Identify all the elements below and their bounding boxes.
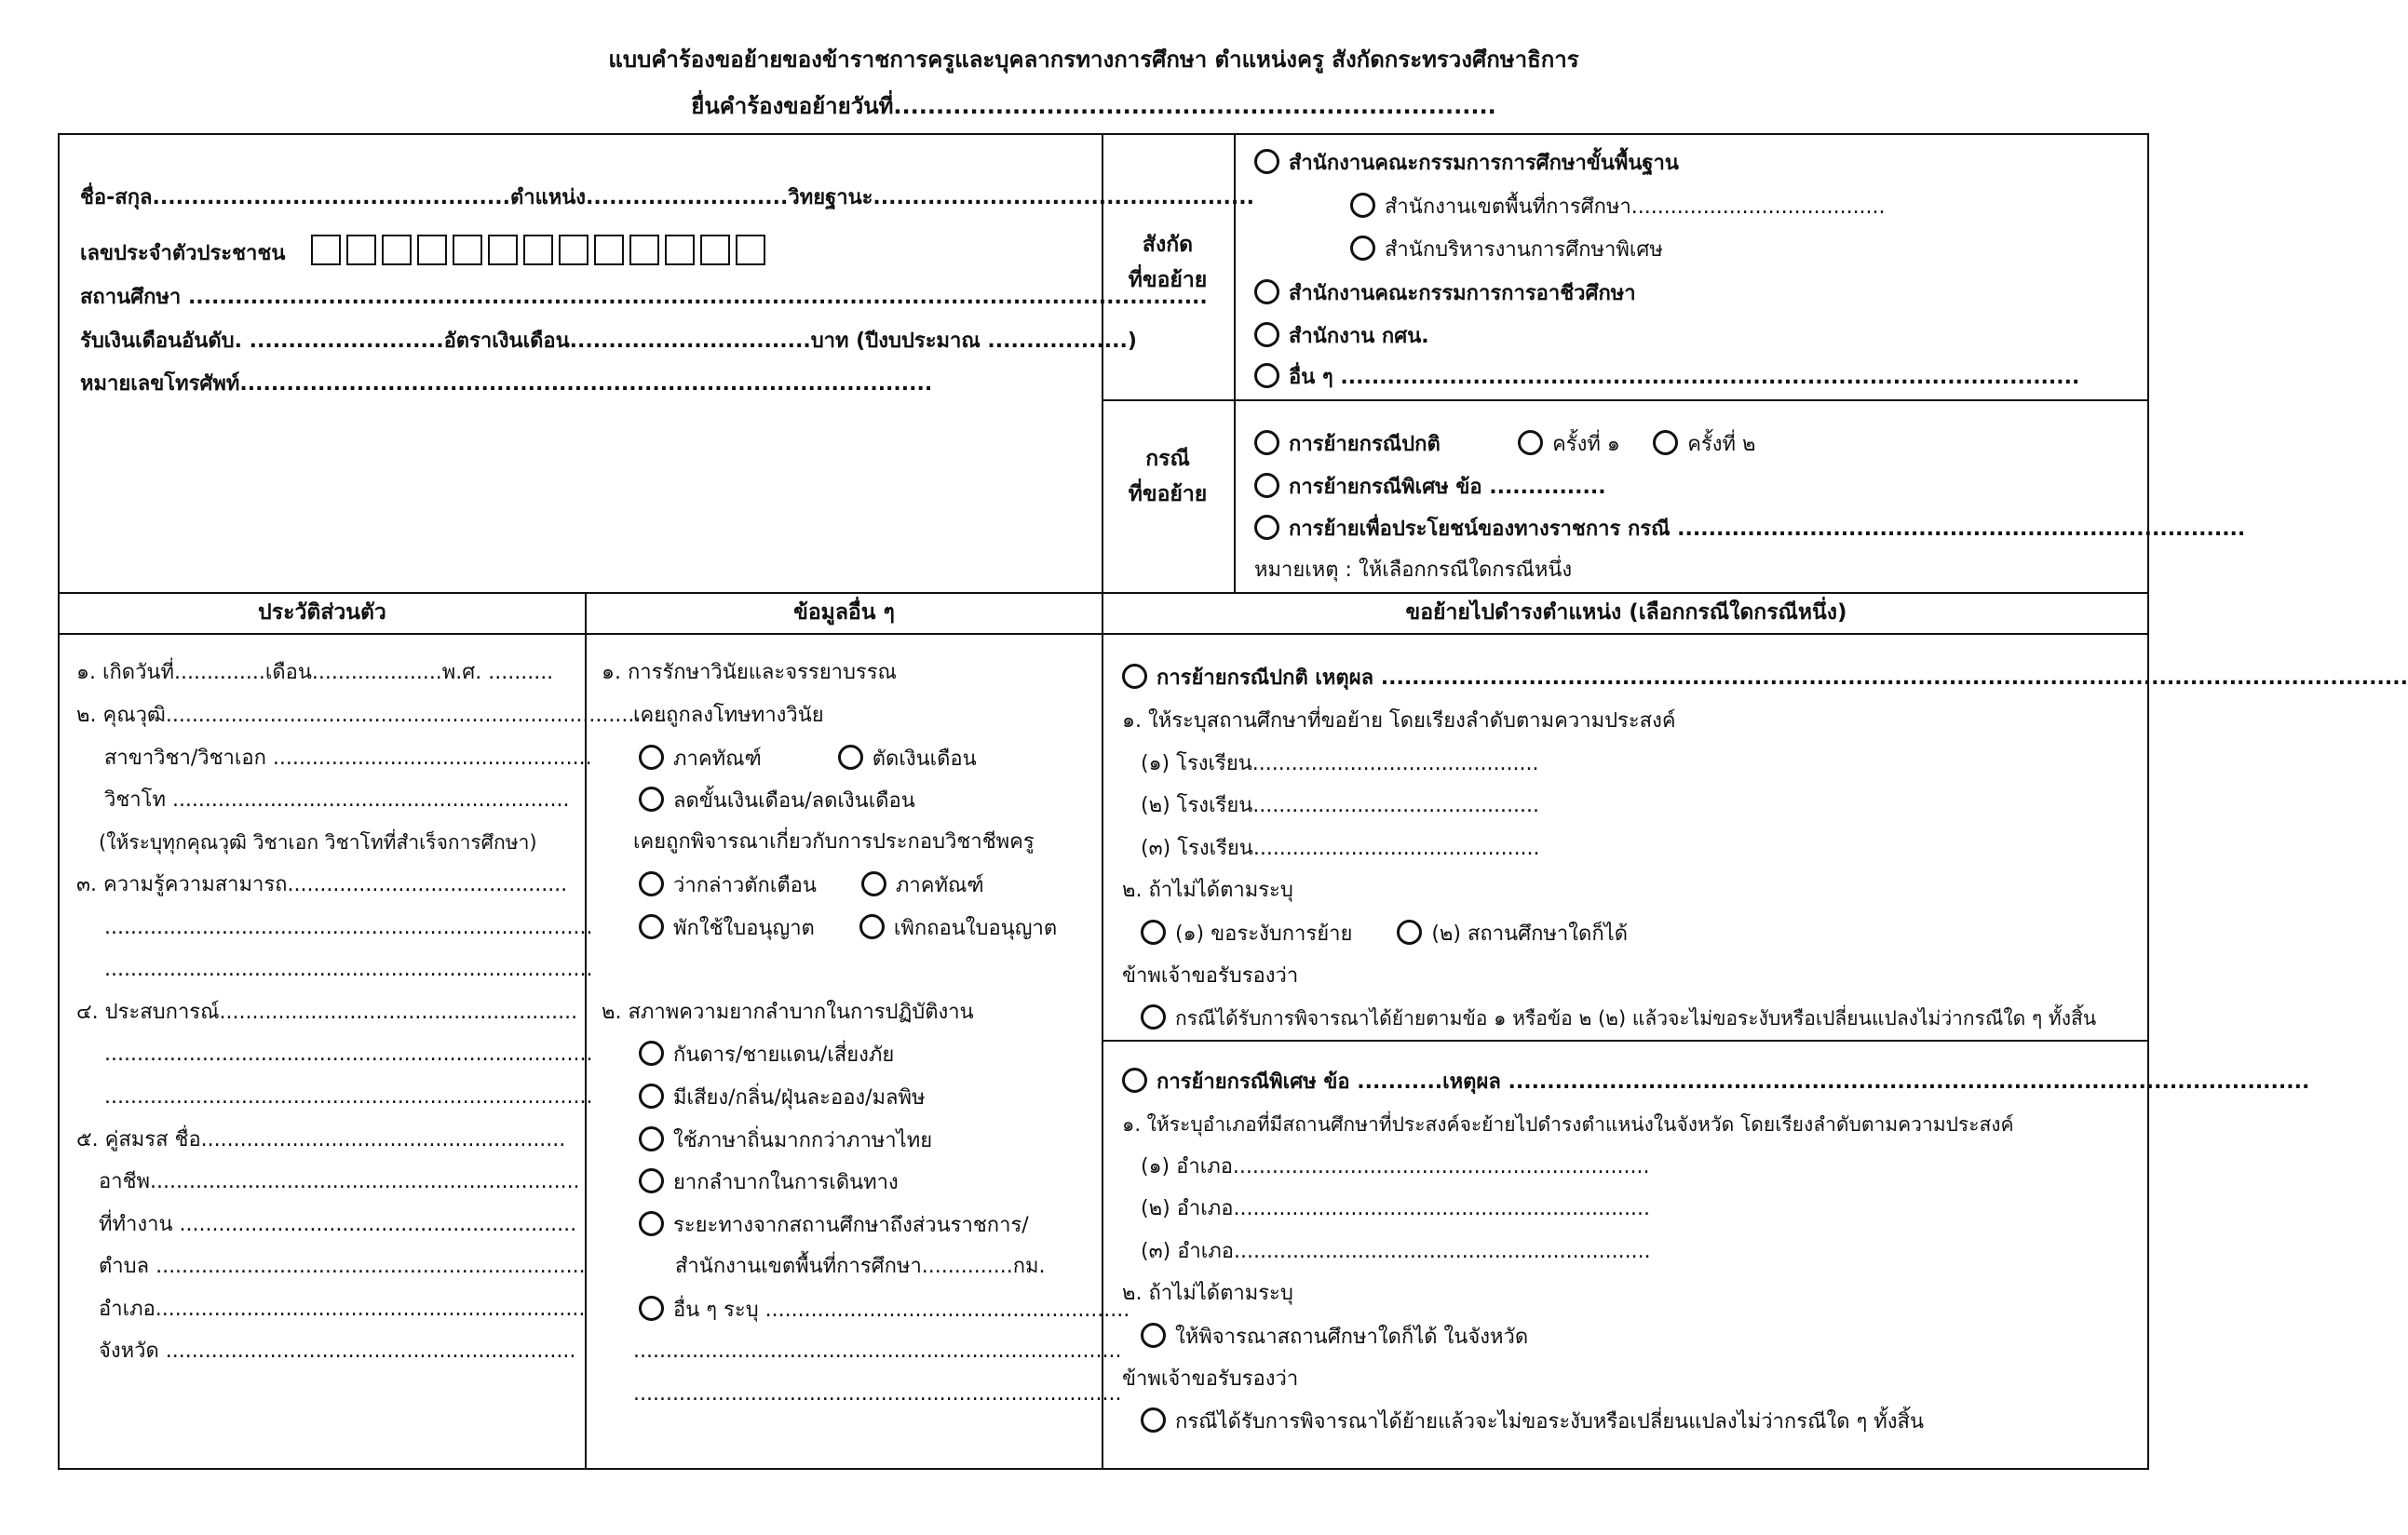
form-title: แบบคำร้องขอย้ายของข้าราชการครูและบุคลากรทางการศึกษา ตำแหน่งครู สังกัดกระทรวงศึกษาธิการ (608, 47, 1579, 73)
hardship-other-option[interactable]: อื่น ๆ ระบุ ........................................................ (639, 1296, 1130, 1325)
hardship-title: ๒. สภาพความยากลำบากในการปฏิบัติงาน (602, 1001, 974, 1024)
affiliation-area-option[interactable]: สำนักงานเขตพื้นที่การศึกษา....................................... (1350, 193, 1886, 222)
radio-circle-icon[interactable] (639, 914, 664, 939)
skills-line[interactable]: ........................................................................... (104, 916, 593, 939)
spouse-district-field[interactable]: อำเภอ.................................................................. (99, 1298, 586, 1321)
radio-circle-icon[interactable] (639, 1126, 664, 1151)
revoke-option[interactable]: เพิกถอนใบอนุญาต (859, 917, 1057, 940)
qualification-note: (ให้ระบุทุกคุณวุฒิ วิชาเอก วิชาโทที่สำเร็จการศึกษา) (99, 831, 537, 854)
spouse-occupation-field[interactable]: อาชีพ.................................................................. (99, 1170, 580, 1193)
special-certify-label: ข้าพเจ้าขอรับรองว่า (1122, 1367, 1299, 1391)
radio-circle-icon[interactable] (1122, 1068, 1147, 1093)
id-digit-box[interactable] (736, 235, 765, 265)
radio-circle-icon[interactable] (639, 1041, 664, 1066)
affiliation-special-option[interactable]: สำนักบริหารงานการศึกษาพิเศษ (1350, 236, 1663, 264)
id-digit-box[interactable] (700, 235, 730, 265)
case-normal-row (1254, 430, 1755, 459)
experience-field[interactable]: ๔. ประสบการณ์....................................................... (76, 1001, 578, 1024)
license-probation-option[interactable]: ภาคทัณฑ์ (861, 874, 984, 897)
district-choice-1-field[interactable]: (๑) อำเภอ................................................................ (1141, 1155, 1650, 1178)
id-digit-box[interactable] (523, 235, 553, 265)
affiliation-other-option[interactable]: อื่น ๆ ............................................................................................... (1254, 363, 2079, 392)
name-position-field[interactable]: ชื่อ-สกุล..............................................ตำแหน่ง..........................วิทยฐานะ................................................. (80, 186, 1254, 209)
radio-circle-icon[interactable] (838, 745, 863, 770)
radio-circle-icon[interactable] (1653, 430, 1678, 455)
divider (58, 592, 2149, 594)
remote-option[interactable]: กันดาร/ชายแดน/เสี่ยงภัย (639, 1041, 894, 1070)
divider (58, 633, 2149, 635)
case-note: หมายเหตุ : ให้เลือกกรณีใดกรณีหนึ่ง (1254, 559, 1573, 582)
radio-circle-icon[interactable] (1254, 322, 1279, 347)
radio-circle-icon[interactable] (1254, 430, 1279, 455)
normal-item1-label: ๑. ให้ระบุสถานศึกษาที่ขอย้าย โดยเรียงลำดับตามความประสงค์ (1122, 709, 1676, 733)
normal-item2-label: ๒. ถ้าไม่ได้ตามระบุ (1122, 879, 1293, 902)
radio-circle-icon[interactable] (639, 787, 664, 812)
hardship-other-line[interactable]: ........................................................................... (633, 1382, 1122, 1406)
experience-line[interactable]: ........................................................................... (104, 1043, 593, 1066)
travel-option[interactable]: ยากลำบากในการเดินทาง (639, 1168, 899, 1197)
case-special-option[interactable]: การย้ายกรณีพิเศษ ข้อ ............... (1254, 473, 1606, 502)
id-digit-box[interactable] (594, 235, 624, 265)
id-digit-box[interactable] (346, 235, 376, 265)
skills-line[interactable]: ........................................................................... (104, 958, 593, 981)
license-options-row-2 (639, 914, 1057, 943)
qualification-field[interactable]: ๒. คุณวุฒิ............................................................................. (76, 704, 668, 727)
suspend-option[interactable]: พักใช้ใบอนุญาต (639, 917, 815, 940)
radio-circle-icon[interactable] (1254, 473, 1279, 498)
id-digit-box[interactable] (559, 235, 588, 265)
skills-field[interactable]: ๓. ความรู้ความสามารถ........................................... (76, 873, 568, 896)
header-transfer-request: ขอย้ายไปดำรงตำแหน่ง (เลือกกรณีใดกรณีหนึ่ง) (1405, 600, 1847, 625)
id-digit-box[interactable] (453, 235, 482, 265)
discipline-options-row-1 (639, 745, 977, 774)
distance-km-field[interactable]: สำนักงานเขตพื้นที่การศึกษา..............กม. (675, 1255, 1046, 1278)
normal-certify-option[interactable]: กรณีได้รับการพิจารณาได้ย้ายตามข้อ ๑ หรือข้อ ๒ (๒) แล้วจะไม่ขอระงับหรือเปลี่ยนแปลงไม่ว่ากรณีใด ๆ ทั้งสิ้น (1141, 1004, 2096, 1032)
school-field[interactable]: สถานศึกษา ................................................................................................................................... (80, 286, 1208, 309)
spouse-province-field[interactable]: จังหวัด ............................................................... (99, 1340, 576, 1363)
salary-cut-option[interactable]: ตัดเงินเดือน (838, 747, 977, 771)
step-down-option[interactable]: ลดขั้นเงินเดือน/ลดเงินเดือน (639, 787, 915, 815)
radio-circle-icon[interactable] (1254, 363, 1279, 388)
dialect-option[interactable]: ใช้ภาษาถิ่นมากกว่าภาษาไทย (639, 1126, 932, 1155)
normal-transfer-option[interactable]: การย้ายกรณีปกติ เหตุผล .................................................................................................................................... (1122, 664, 2408, 693)
cancel-transfer-option[interactable]: (๑) ขอระงับการย้าย (1141, 922, 1352, 946)
special-item2-label: ๒. ถ้าไม่ได้ตามระบุ (1122, 1282, 1293, 1305)
case-round2-option[interactable]: ครั้งที่ ๒ (1653, 433, 1755, 456)
school-choice-1-field[interactable]: (๑) โรงเรียน............................................ (1141, 752, 1539, 775)
salary-field[interactable]: รับเงินเดือนอันดับ. .........................อัตราเงินเดือน...............................บาท (ปีงบประมาณ ..................) (80, 330, 1137, 353)
birth-date-field[interactable]: ๑. เกิดวันที่..............เดือน....................พ.ศ. .......... (76, 661, 554, 684)
radio-circle-icon[interactable] (859, 914, 885, 939)
radio-circle-icon[interactable] (1122, 664, 1147, 689)
affiliation-vec-option[interactable]: สำนักงานคณะกรรมการการอาชีวศึกษา (1254, 279, 1636, 308)
submission-date-line[interactable]: ยื่นคำร้องขอย้ายวันที่....................................................................... (691, 93, 1496, 119)
radio-circle-icon[interactable] (1141, 1407, 1166, 1433)
special-item1-label: ๑. ให้ระบุอำเภอที่มีสถานศึกษาที่ประสงค์จะย้ายไปดำรงตำแหน่งในจังหวัด โดยเรียงลำดับตามความประสงค์ (1122, 1113, 2014, 1136)
radio-circle-icon[interactable] (1254, 515, 1279, 540)
affiliation-obec-option[interactable]: สำนักงานคณะกรรมการการศึกษาขั้นพื้นฐาน (1254, 149, 1679, 178)
radio-circle-icon[interactable] (1141, 1323, 1166, 1348)
special-transfer-option[interactable]: การย้ายกรณีพิเศษ ข้อ ...........เหตุผล ....................................................................................................... (1122, 1068, 2309, 1097)
case-normal-option[interactable]: การย้ายกรณีปกติ (1254, 433, 1441, 456)
radio-circle-icon[interactable] (639, 1084, 664, 1109)
school-choice-2-field[interactable]: (๒) โรงเรียน............................................ (1141, 794, 1540, 817)
special-certify-option[interactable]: กรณีได้รับการพิจารณาได้ย้ายแล้วจะไม่ขอระงับหรือเปลี่ยนแปลงไม่ว่ากรณีใด ๆ ทั้งสิ้น (1141, 1407, 1924, 1436)
distance-option[interactable]: ระยะทางจากสถานศึกษาถึงส่วนราชการ/ (639, 1211, 1029, 1240)
punished-label: เคยถูกลงโทษทางวินัย (633, 704, 824, 727)
divider (1102, 399, 2149, 401)
radio-circle-icon[interactable] (861, 871, 886, 896)
case-round1-option[interactable]: ครั้งที่ ๑ (1518, 433, 1620, 456)
hardship-other-line[interactable]: ........................................................................... (633, 1340, 1122, 1363)
probation-option[interactable]: ภาคทัณฑ์ (639, 747, 762, 771)
id-digit-box[interactable] (488, 235, 518, 265)
radio-circle-icon[interactable] (1254, 149, 1279, 174)
header-personal-history: ประวัติส่วนตัว (258, 600, 386, 625)
discipline-title: ๑. การรักษาวินัยและจรรยาบรรณ (602, 661, 897, 684)
national-id-field[interactable] (80, 235, 771, 268)
license-considered-label: เคยถูกพิจารณาเกี่ยวกับการประกอบวิชาชีพครู (633, 830, 1035, 854)
warning-option[interactable]: ว่ากล่าวตักเตือน (639, 874, 817, 897)
district-choice-3-field[interactable]: (๓) อำเภอ................................................................ (1141, 1240, 1651, 1263)
header-other-info: ข้อมูลอื่น ๆ (793, 600, 895, 625)
radio-circle-icon[interactable] (1518, 430, 1543, 455)
id-digit-box[interactable] (665, 235, 695, 265)
id-digit-box[interactable] (382, 235, 412, 265)
pollution-option[interactable]: มีเสียง/กลิ่น/ฝุ่นละออง/มลพิษ (639, 1084, 926, 1112)
radio-circle-icon[interactable] (639, 1211, 664, 1236)
phone-field[interactable]: หมายเลขโทรศัพท์......................................................................................... (80, 372, 933, 396)
radio-circle-icon[interactable] (1397, 920, 1422, 945)
school-choice-3-field[interactable]: (๓) โรงเรียน............................................ (1141, 837, 1540, 860)
divider (1102, 1040, 2149, 1042)
major-field[interactable]: สาขาวิชา/วิชาเอก ................................................. (104, 747, 592, 770)
license-options-row-1 (639, 871, 984, 900)
id-digit-box[interactable] (417, 235, 447, 265)
spouse-workplace-field[interactable]: ที่ทำงาน ............................................................. (99, 1213, 577, 1236)
radio-circle-icon[interactable] (1350, 193, 1375, 218)
experience-line[interactable]: ........................................................................... (104, 1085, 593, 1109)
affiliation-nfe-option[interactable]: สำนักงาน กศน. (1254, 322, 1429, 351)
district-choice-2-field[interactable]: (๒) อำเภอ................................................................ (1141, 1197, 1651, 1220)
id-digit-box[interactable] (311, 235, 341, 265)
radio-circle-icon[interactable] (639, 1168, 664, 1193)
normal-fallback-row (1141, 920, 1628, 949)
affiliation-label: สังกัด ที่ขอย้าย (1128, 233, 1208, 292)
radio-circle-icon[interactable] (639, 1296, 664, 1321)
case-government-option[interactable]: การย้ายเพื่อประโยชน์ของทางราชการ กรณี ......................................................................... (1254, 515, 2245, 544)
radio-circle-icon[interactable] (1254, 279, 1279, 304)
radio-circle-icon[interactable] (639, 745, 664, 770)
radio-circle-icon[interactable] (639, 871, 664, 896)
radio-circle-icon[interactable] (1141, 920, 1166, 945)
radio-circle-icon[interactable] (1141, 1004, 1166, 1030)
any-school-option[interactable]: (๒) สถานศึกษาใดก็ได้ (1397, 922, 1628, 946)
any-school-in-province-option[interactable]: ให้พิจารณาสถานศึกษาใดก็ได้ ในจังหวัด (1141, 1323, 1528, 1352)
case-label: กรณี ที่ขอย้าย (1128, 447, 1208, 506)
minor-field[interactable]: วิชาโท ............................................................. (104, 788, 570, 812)
id-digit-box[interactable] (629, 235, 659, 265)
national-id-label: เลขประจำตัวประชาชน (80, 242, 286, 265)
radio-circle-icon[interactable] (1350, 236, 1375, 261)
normal-certify-label: ข้าพเจ้าขอรับรองว่า (1122, 964, 1299, 988)
spouse-subdistrict-field[interactable]: ตำบล .................................................................. (99, 1255, 586, 1278)
spouse-name-field[interactable]: ๕. คู่สมรส ชื่อ........................................................ (76, 1128, 566, 1151)
